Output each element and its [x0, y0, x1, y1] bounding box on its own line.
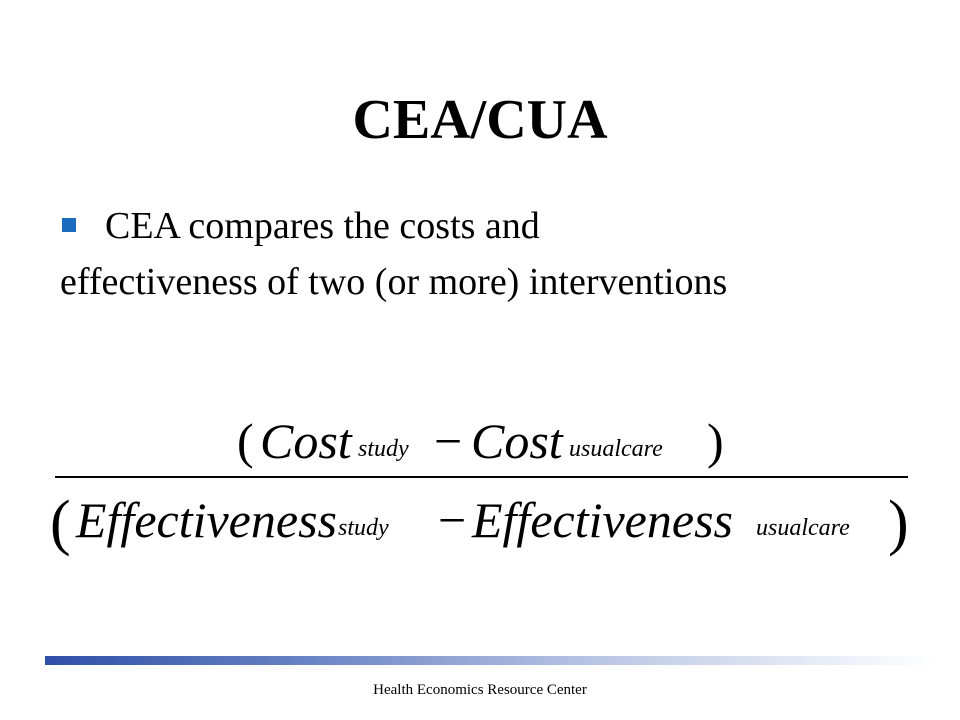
denominator-subscript2: usualcare — [756, 515, 850, 541]
denominator-close-paren: ) — [888, 489, 909, 557]
denominator-subscript1: study — [338, 515, 389, 541]
bullet-text-line1: CEA compares the costs and — [105, 205, 540, 247]
denominator-minus: − — [438, 492, 467, 548]
numerator-open-paren: ( — [237, 413, 254, 469]
denominator-open-paren: ( — [50, 489, 71, 557]
formula-denominator — [50, 489, 909, 557]
numerator-subscript2: usualcare — [569, 436, 663, 462]
numerator-close-paren: ) — [707, 413, 724, 469]
slide-title: CEA/CUA — [352, 89, 608, 151]
numerator-subscript1: study — [358, 436, 409, 462]
numerator-term2: Cost — [471, 413, 563, 469]
footer-text: Health Economics Resource Center — [373, 682, 587, 698]
footer-gradient-bar — [45, 656, 935, 665]
numerator-minus: − — [434, 413, 463, 469]
formula-numerator — [237, 413, 724, 469]
denominator-term1: Effectiveness — [76, 492, 337, 548]
numerator-term1: Cost — [260, 413, 352, 469]
denominator-term2: Effectiveness — [472, 492, 733, 548]
bullet-text-line2: effectiveness of two (or more) interventions — [60, 261, 728, 303]
